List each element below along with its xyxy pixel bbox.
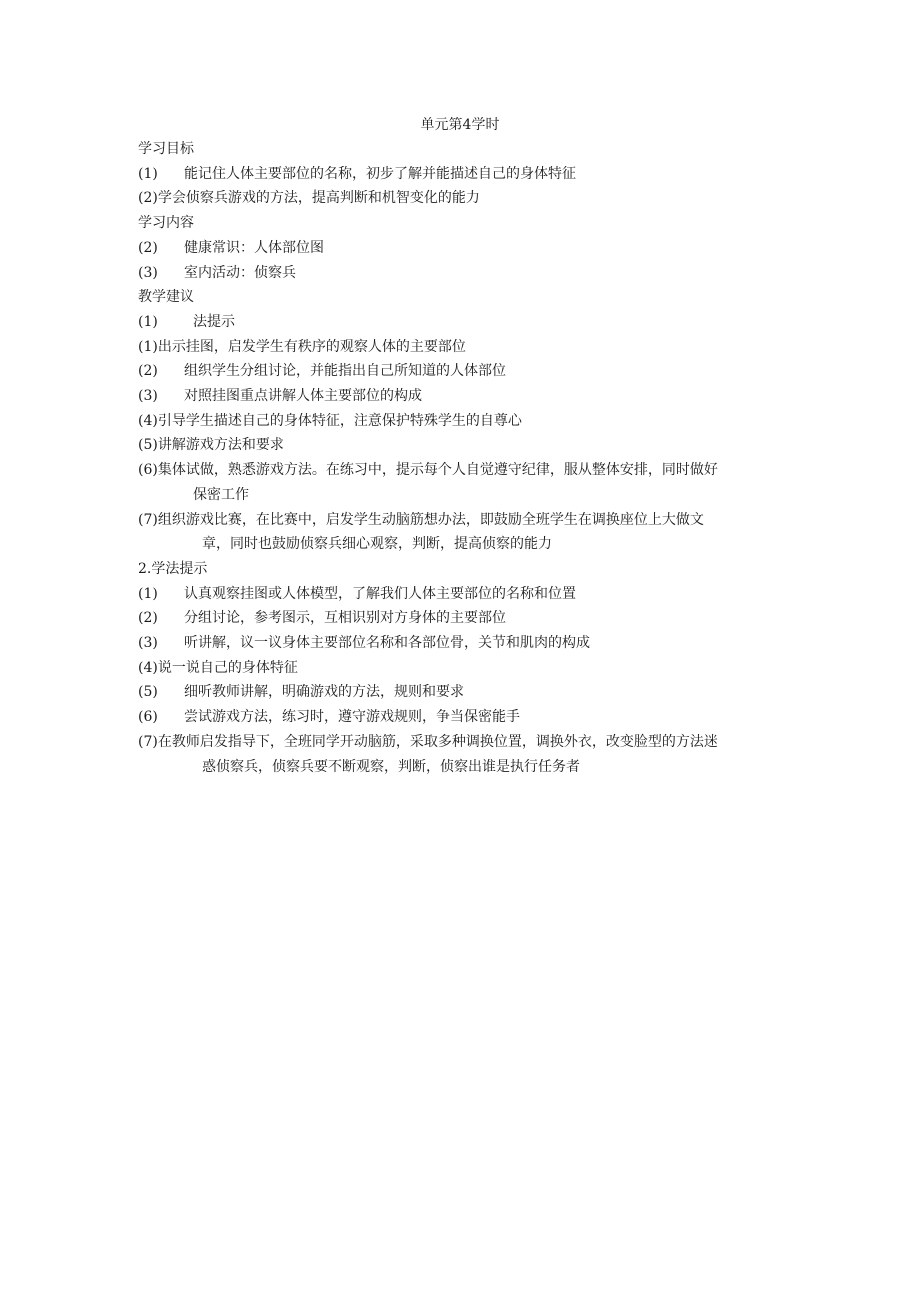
item-number: (4) — [138, 659, 158, 676]
list-item — [138, 730, 788, 755]
list-item — [138, 335, 788, 360]
item-text: 对照挂图重点讲解人体主要部位的构成 — [184, 388, 422, 405]
item-number: (2) — [138, 190, 158, 207]
list-item — [138, 656, 788, 681]
list-item — [138, 310, 788, 335]
item-text: 尝试游戏方法，练习时，遵守游戏规则，争当保密能手 — [184, 709, 520, 726]
item-text: 集体试做，熟悉游戏方法。在练习中，提示每个人自觉遵守纪律，服从整体安排，同时做好 — [157, 462, 718, 479]
item-number: (1) — [138, 313, 158, 330]
list-item — [138, 705, 788, 730]
item-number: (2) — [138, 363, 158, 380]
item-text: 引导学生描述自己的身体特征，注意保护特殊学生的自尊心 — [157, 412, 522, 429]
item-number: (1) — [138, 165, 158, 182]
item-number: (7) — [138, 733, 158, 750]
item-text: 认真观察挂图或人体模型，了解我们人体主要部位的名称和位置 — [184, 585, 576, 602]
item-text: 能记住人体主要部位的名称，初步了解并能描述自己的身体特征 — [184, 165, 576, 182]
item-number: (6) — [138, 709, 158, 726]
item-number: (1) — [138, 338, 158, 355]
item-text-continued: 保密工作 — [193, 486, 249, 503]
list-item-continuation — [138, 483, 788, 508]
list-item — [138, 409, 788, 434]
item-number: (6) — [138, 462, 158, 479]
list-item — [138, 582, 788, 607]
item-text: 组织游戏比赛，在比赛中，启发学生动脑筋想办法，即鼓励全班学生在调换座位上大做文 — [157, 511, 704, 528]
item-number: (5) — [138, 437, 158, 454]
list-item — [138, 508, 788, 533]
item-text: 出示挂图，启发学生有秩序的观察人体的主要部位 — [157, 338, 466, 355]
list-item-continuation — [138, 755, 788, 780]
section-heading-content: 学习内容 — [138, 215, 194, 232]
page-title: 单元第4学时 — [420, 117, 500, 133]
section-heading-objectives: 学习目标 — [138, 141, 194, 157]
list-item — [138, 186, 788, 211]
list-item — [138, 384, 788, 409]
item-number: (3) — [138, 264, 158, 281]
list-item — [138, 458, 788, 483]
list-item — [138, 359, 788, 384]
list-item — [138, 606, 788, 631]
list-item — [138, 631, 788, 656]
section-heading-learning-tips: 2.学法提示 — [138, 560, 208, 577]
item-text: 分组讨论，参考图示，互相识别对方身体的主要部位 — [184, 610, 506, 627]
list-item — [138, 236, 788, 261]
item-number: (3) — [138, 635, 158, 652]
item-text-continued: 章，同时也鼓励侦察兵细心观察，判断，提高侦察的能力 — [202, 536, 552, 553]
item-text: 组织学生分组讨论，并能指出自己所知道的人体部位 — [184, 363, 506, 380]
document-body — [138, 137, 788, 779]
item-text: 法提示 — [193, 313, 235, 330]
item-text-continued: 惑侦察兵，侦察兵要不断观察，判断，侦察出谁是执行任务者 — [202, 758, 580, 775]
item-text: 说一说自己的身体特征 — [157, 659, 298, 676]
item-text: 在教师启发指导下，全班同学开动脑筋，采取多种调换位置，调换外衣，改变脸型的方法迷 — [157, 733, 718, 750]
item-text: 细听教师讲解，明确游戏的方法，规则和要求 — [184, 684, 464, 701]
item-number: (1) — [138, 585, 158, 602]
item-text: 讲解游戏方法和要求 — [157, 437, 284, 454]
item-text: 健康常识：人体部位图 — [184, 239, 324, 256]
list-item — [138, 680, 788, 705]
list-item — [138, 162, 788, 187]
item-number: (2) — [138, 239, 158, 256]
list-item — [138, 433, 788, 458]
item-text: 听讲解，议一议身体主要部位名称和各部位骨，关节和肌肉的构成 — [184, 635, 590, 652]
section-heading-teaching-suggestions: 教学建议 — [138, 289, 194, 306]
list-item — [138, 261, 788, 286]
item-number: (3) — [138, 388, 158, 405]
item-text: 室内活动：侦察兵 — [184, 264, 296, 281]
item-text: 学会侦察兵游戏的方法，提高判断和机智变化的能力 — [157, 190, 480, 207]
item-number: (4) — [138, 412, 158, 429]
item-number: (7) — [138, 511, 158, 528]
list-item-continuation — [138, 532, 788, 557]
item-number: (5) — [138, 684, 158, 701]
item-number: (2) — [138, 610, 158, 627]
